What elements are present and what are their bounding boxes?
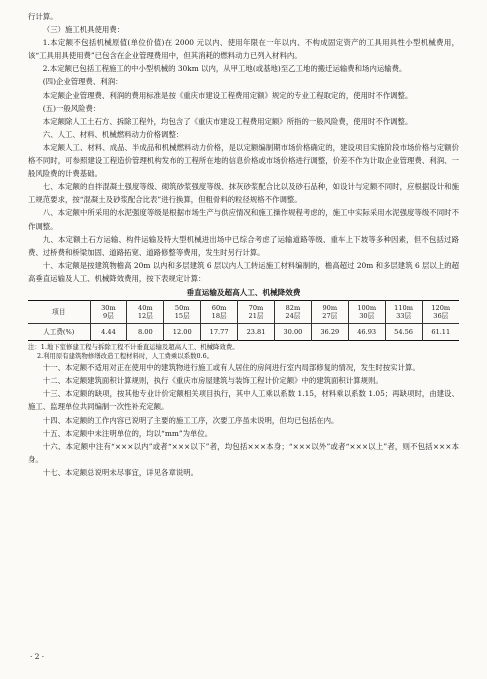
paragraph: 十七、本定额总说明未尽事宜，详见各章说明。 xyxy=(42,467,199,477)
paragraph: 十、本定额是按建筑物檐高 20m 以内和多层建筑 6 层以内人工转运施工材料编制的，檐高超过 20m 和多层建筑 6 层以上的超高垂直运输及人工、机械降效费用，按下表规定计算： xyxy=(28,260,459,283)
column-header: 70m 21层 xyxy=(238,300,275,323)
section-heading: (五)一般风险费： xyxy=(42,103,101,113)
table-note: 注：1.地下室修建工程与拆除工程不计垂直运输及超高人工、机械降效费。 xyxy=(28,342,239,351)
column-header: 110m 33层 xyxy=(385,300,422,323)
section-heading: (四)企业管理费、利润： xyxy=(42,77,123,87)
paragraph: 本定额企业管理费、利润的费用标准是按《重庆市建设工程费用定额》规定的专业工程取定的，使用时不作调整。 xyxy=(42,90,413,100)
paragraph: 十一、本定额不适用对正在使用中的建筑物进行施工或有人居住的房间进行室内局部修复的情况，发生时按实计算。 xyxy=(42,363,420,373)
column-header: 82m 24层 xyxy=(274,300,311,323)
paragraph: 本定额除人工土石方、拆除工程外，均包含了《重庆市建设工程费用定额》所指的一般风险费，使用时不作调整。 xyxy=(42,116,413,126)
table-cell: 30.00 xyxy=(274,323,311,340)
page-number: · 2 · xyxy=(30,652,45,661)
table-cell: 61.11 xyxy=(422,323,459,340)
paragraph: 十二、本定额建筑面积计算规则，执行《重庆市房屋建筑与装饰工程计价定额》中的建筑面积计算规则。 xyxy=(42,376,383,386)
column-header: 60m 18层 xyxy=(201,300,238,323)
row-value-label: 人工费(%) xyxy=(28,323,90,340)
column-header: 90m 27层 xyxy=(311,300,348,323)
column-header: 40m 12层 xyxy=(127,300,164,323)
paragraph: 十五、本定额中未注明单位的，均以“mm”为单位。 xyxy=(42,428,213,438)
table-cell: 23.81 xyxy=(238,323,275,340)
paragraph: 十三、本定额的缺项，按其他专业计价定额相关项目执行，其中人工乘以系数 1.15，材料乘以系数 1.05；再缺项时，由建设、施工、监理单位共同编制一次性补充定额。 xyxy=(28,389,459,412)
table-cell: 54.56 xyxy=(385,323,422,340)
table-cell: 36.29 xyxy=(311,323,348,340)
table-cell: 17.77 xyxy=(201,323,238,340)
paragraph: 十六、本定额中注有“×××以内”或者“×××以下”者，均包括×××本身；“×××以外”或者“×××以上”者，则不包括×××本身。 xyxy=(28,441,459,464)
paragraph: 七、本定额的自拌混凝土强度等级、砌筑砂浆强度等级、抹灰砂浆配合比以及砂石品种，如设计与定额不同时，应根据设计和施工规范要求，按“混凝土及砂浆配合比表”进行换算，但粗骨料的粒径规格不作调整。 xyxy=(28,182,459,205)
column-header: 50m 15层 xyxy=(164,300,201,323)
paragraph: 本定额人工、材料、成品、半成品和机械燃料动力价格，是以定额编制期市场价格确定的，建设项目实施阶段市场价格与定额价格不同时，可参照建设工程造价管理机构发布的工程所在地的信息价格或市场价格进行调整，价差不作为计取企业管理费、利润、一般风险费的计费基础。 xyxy=(28,142,459,179)
column-header: 30m 9层 xyxy=(90,300,127,323)
section-heading: 六、人工、材料、机械燃料动力价格调整： xyxy=(42,129,184,139)
column-header: 100m 30层 xyxy=(348,300,385,323)
table-header-row xyxy=(28,300,459,323)
paragraph: 1.本定额不包括机械原值(单位价值)在 2000 元以内、使用年限在一年以内、不构成固定资产的工具用具性小型机械费用，该“工具用具使用费”已包含在企业管理费用中，但其消耗的燃料动力已列入材料内。 xyxy=(28,38,459,61)
paragraph: 八、本定额中所采用的水泥强度等级是根据市场生产与供应情况和施工操作规程考虑的，施工中实际采用水泥强度等级不同时不作调整。 xyxy=(28,208,459,231)
table-row xyxy=(28,323,459,340)
rate-table xyxy=(28,300,459,341)
table-title: 垂直运输及超高人工、机械降效费 xyxy=(186,287,301,297)
column-header: 120m 36层 xyxy=(422,300,459,323)
table-cell: 4.44 xyxy=(90,323,127,340)
table-cell: 12.00 xyxy=(164,323,201,340)
table-notes xyxy=(28,343,459,360)
paragraph: 行计算。 xyxy=(28,12,58,21)
section-heading: （三）施工机具使用费： xyxy=(42,25,125,35)
table-cell: 46.93 xyxy=(348,323,385,340)
paragraph: 十四、本定额的工作内容已说明了主要的施工工序，次要工序虽未说明，但均已包括在内。 xyxy=(42,415,339,425)
paragraph: 九、本定额土石方运输、构件运输及特大型机械进出场中已综合考虑了运输道路等级、重车上下坡等多种因素，但不包括过路费、过桥费和桥梁加固、道路拓宽、道路修整等费用，发生时另行计算。 xyxy=(28,234,459,257)
row-head-label: 项目 xyxy=(52,307,66,316)
table-cell: 8.00 xyxy=(127,323,164,340)
paragraph: 2.本定额已包括工程施工的中小型机械的 30km 以内，从甲工地(或基地)至乙工地的搬迁运输费和场内运输费。 xyxy=(42,64,407,74)
table-note: 2.利用原有建筑物修缮改造工程材料时，人工费乘以系数0.6。 xyxy=(37,351,214,360)
